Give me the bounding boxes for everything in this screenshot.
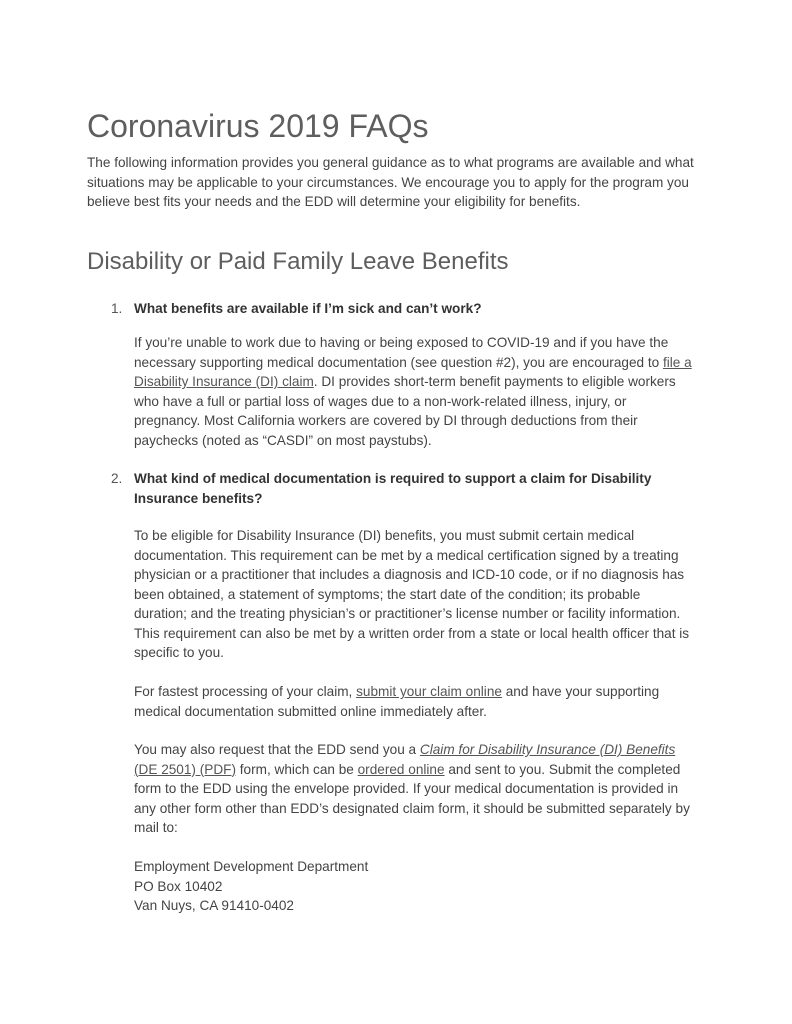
answer-2-p3-middle: form, which can be [235,761,358,777]
question-2-text-line1: What kind of medical documentation is required to support a claim for Disability [134,471,652,486]
question-1-number: 1. [111,301,123,316]
answer-2-p2-after: and have your supporting medical documentation submitted online immediately after. [134,684,660,719]
page-title: Coronavirus 2019 FAQs [87,108,429,144]
answer-1-text-after: . DI provides short-term benefit payments to eligible workers who have a full or partial loss of wages due to a non-work-related illness, injury, or pregnancy. Most California workers are covered by DI through deductions from their paychecks (noted as “CASDI” on most paystubs). [134,374,676,448]
question-2 [111,469,711,509]
section-heading: Disability or Paid Family Leave Benefits [87,248,509,275]
answer-2-p3-after: and sent to you. Submit the completed form to the EDD using the envelope provided. If your medical documentation is provided in any other form other than EDD’s designated claim form, it should be submitted separately by mail to: [134,761,690,835]
answer-2-paragraph-3 [134,740,696,838]
file-di-claim-link[interactable]: file a Disability Insurance (DI) claim [134,354,692,389]
question-2-text-line2: Insurance benefits? [134,490,263,506]
claim-form-link[interactable]: Claim for Disability Insurance (DI) Benefits [419,742,676,757]
ordered-online-link[interactable]: ordered online [357,761,445,777]
submit-claim-online-link[interactable]: submit your claim online [356,684,502,699]
answer-2-paragraph-1: To be eligible for Disability Insurance (DI) benefits, you must submit certain medical documentation. This requirement can be met by a medical certification signed by a treating physician or a practitioner that includes a diagnosis and ICD-10 code, or if no diagnosis has been obtained, a statement of symptoms; the start date of the condition; its probable duration; and the treating physician’s or practitioner’s license number or facility information. This requirement can also be met by a written order from a state or local health officer that is specific to you. [134,528,690,660]
question-1-text: What benefits are available if I’m sick and can’t work? [134,301,482,316]
intro-paragraph: The following information provides you general guidance as to what programs are available and what situations may be applicable to your circumstances. We encourage you to apply for the program you believe best fits your needs and the EDD will determine your eligibility for benefits. [87,155,694,209]
answer-1-paragraph [134,333,696,450]
answer-2-p3-before: You may also request that the EDD send you a [134,742,420,757]
mailing-address [134,857,696,916]
answer-2-paragraph-2 [134,682,696,721]
address-line-3: Van Nuys, CA 91410-0402 [134,898,294,913]
question-1 [111,299,711,319]
address-line-2: PO Box 10402 [134,878,223,894]
question-2-number: 2. [111,471,123,486]
claim-form-pdf-link[interactable]: (DE 2501) (PDF) [134,761,236,777]
answer-1-text-before: If you’re unable to work due to having or being exposed to COVID-19 and if you have the necessary supporting medical documentation (see question #2), you are encouraged to [134,335,669,370]
answer-2-p2-before: For fastest processing of your claim, [134,684,357,699]
address-line-1: Employment Development Department [134,859,369,874]
